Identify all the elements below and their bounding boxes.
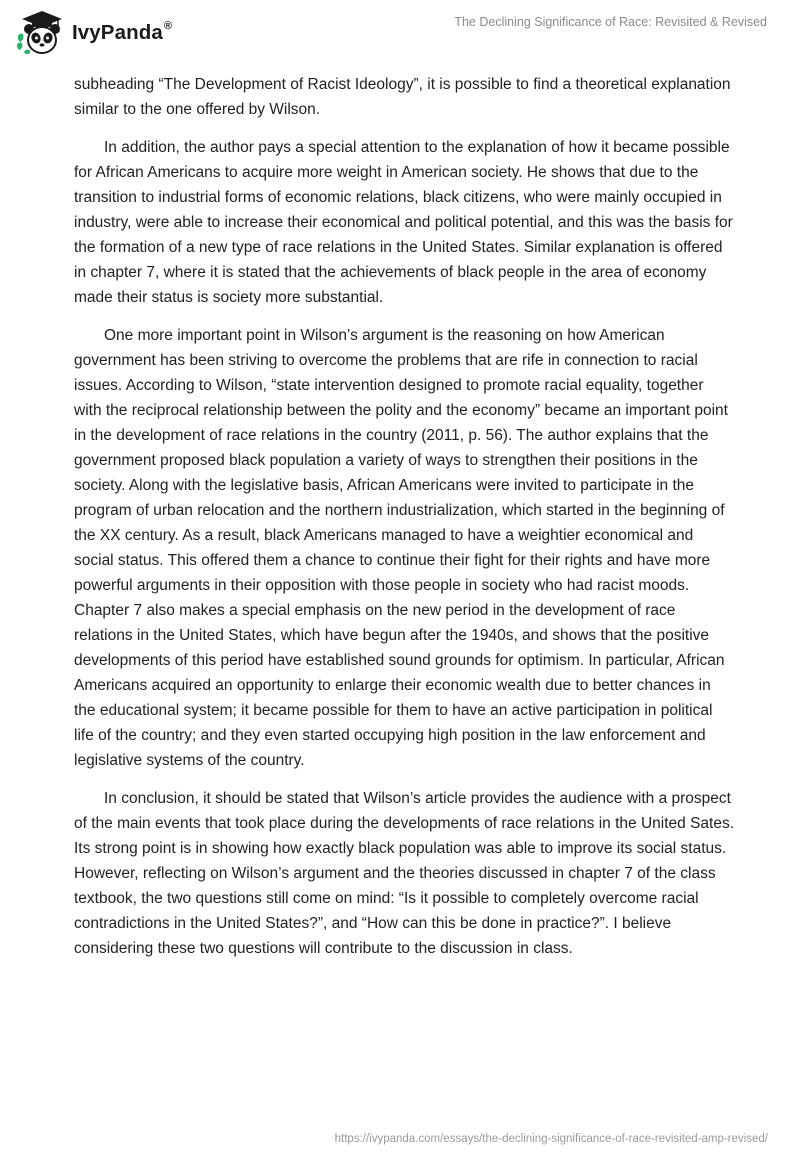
paragraph: In conclusion, it should be stated that Wilson’s article provides the audience with a prospect of the main events that took place during the developments of race relations in the United Sates. Its strong point is in showing how exactly black population was able to improve its social status. However, reflecting on Wilson’s argument and the theories discussed in chapter 7 of the class textbook, the two questions still come on mind: “Is it possible to completely overcome racial contradictions in the United States?”, and “How can this be done in practice?”. I believe considering these two questions will contribute to the discussion in class. xyxy=(74,790,735,957)
paragraph: One more important point in Wilson’s argument is the reasoning on how American government has been striving to overcome the problems that are rife in connection to racial issues. According to Wilson, “state intervention designed to promote racial equality, together with the reciprocal relationship between the polity and the economy” became an important point in the development of race relations in the country (2011, p. 56). The author explains that the government proposed black population a variety of ways to strengthen their positions in the society. Along with the legislative basis, African Americans were invited to participate in the program of urban relocation and the northern industrialization, which started in the beginning of the XX century. As a result, black Americans managed to have a weightier economical and social status. This offered them a chance to continue their fight for their rights and have more powerful arguments in their opposition with those people in society who had racist moods. Chapter 7 also makes a special emphasis on the new period in the development of race relations in the United States, which have begun after the 1940s, and shows that the positive developments of this period have established sound grounds for optimism. In particular, African Americans acquired an opportunity to enlarge their economic wealth due to better chances in the educational system; it became possible for them to have an active participation in political life of the country; and they even started occupying high position in the law enforcement and legislative systems of the country. xyxy=(74,327,728,769)
source-url[interactable]: https://ivypanda.com/essays/the-declining-significance-of-race-revisited-amp-revised/ xyxy=(334,1133,768,1145)
panda-graduate-icon xyxy=(14,8,66,58)
brand-name xyxy=(72,21,172,45)
page-header xyxy=(0,0,800,64)
document-title: The Declining Significance of Race: Revisited & Revised xyxy=(454,15,767,29)
paragraph-continuation: subheading “The Development of Racist Ideology”, it is possible to find a theoretical explanation similar to the one offered by Wilson. xyxy=(74,76,731,118)
registered-mark: ® xyxy=(163,20,173,33)
essay-body xyxy=(74,72,734,974)
brand-text: IvyPanda xyxy=(72,21,163,44)
paragraph: In addition, the author pays a special attention to the explanation of how it became possible for African Americans to acquire more weight in American society. He shows that due to the transition to industrial forms of economic relations, black citizens, who were mainly occupied in industry, were able to increase their economical and political potential, and this was the basis for the formation of a new type of race relations in the United States. Similar explanation is offered in chapter 7, where it is stated that the achievements of black people in the area of economy made their status is society more substantial. xyxy=(74,139,733,306)
ivypanda-logo[interactable] xyxy=(14,8,172,58)
